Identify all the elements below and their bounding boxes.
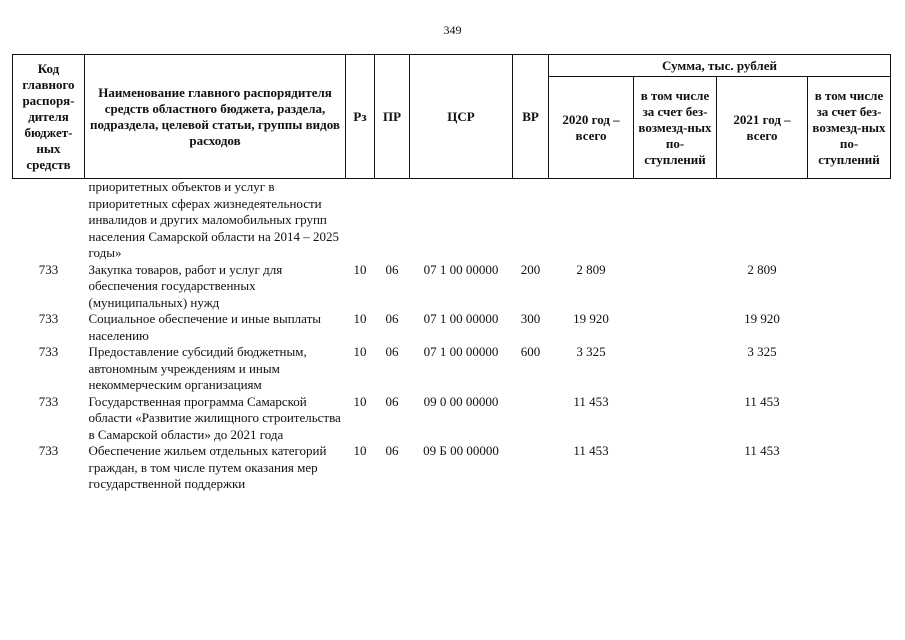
table-row	[13, 179, 891, 262]
table-row	[13, 344, 891, 394]
row-csr	[410, 179, 513, 262]
row-code	[13, 179, 85, 262]
page-number: 349	[443, 23, 462, 37]
row-vr	[513, 179, 549, 262]
header-2021-total: 2021 год – всего	[717, 77, 808, 179]
row-2021-free	[808, 179, 891, 262]
row-rz: 10	[353, 261, 367, 277]
row-2021-free	[808, 344, 891, 394]
row-2020-total	[549, 179, 634, 262]
header-vr: ВР	[513, 55, 549, 179]
header-pr: ПР	[375, 55, 410, 179]
row-csr: 09 Б 00 00000	[423, 443, 499, 458]
row-code: 733	[38, 393, 59, 409]
row-2020-free	[634, 443, 717, 493]
row-2021-free	[808, 262, 891, 312]
row-2020-total: 19 920	[573, 311, 609, 326]
header-2020-free: в том числе за счет без-возмезд-ных по-ступлений	[634, 77, 717, 179]
row-name: приоритетных объектов и услуг в приоритетных сферах жизнедеятельности инвалидов и других маломобильных групп населения Самарской области на 2014 – 2025 годы»	[88, 179, 339, 260]
row-name: Обеспечение жильем отдельных категорий граждан, в том числе путем оказания мер государственной поддержки	[88, 443, 327, 491]
row-csr: 07 1 00 00000	[423, 311, 499, 326]
row-2020-free	[634, 311, 717, 344]
row-2020-free	[634, 344, 717, 394]
row-name: Закупка товаров, работ и услуг для обеспечения государственных (муниципальных) нужд	[88, 261, 283, 310]
row-vr	[513, 394, 549, 444]
row-code: 733	[38, 261, 59, 277]
row-pr	[375, 179, 410, 262]
row-2020-total: 3 325	[576, 344, 606, 359]
row-vr: 600	[520, 344, 541, 359]
row-2021-total: 11 453	[744, 393, 780, 409]
row-rz	[346, 179, 375, 262]
row-rz: 10	[353, 393, 367, 409]
table-row	[13, 311, 891, 344]
row-code: 733	[38, 311, 59, 326]
row-csr: 07 1 00 00000	[423, 344, 499, 359]
table-body	[13, 179, 891, 493]
row-rz: 10	[353, 443, 367, 458]
table-row	[13, 262, 891, 312]
row-2020-free	[634, 262, 717, 312]
row-vr: 200	[520, 261, 541, 277]
row-2020-free	[634, 179, 717, 262]
row-code: 733	[38, 443, 59, 458]
row-2021-free	[808, 394, 891, 444]
header-2021-free: в том числе за счет без-возмезд-ных по-ступлений	[808, 77, 891, 179]
row-2021-total: 2 809	[747, 261, 777, 277]
row-pr: 06	[385, 311, 399, 326]
header-code: Код главного распоря-дителя бюджет-ных средств	[13, 55, 85, 179]
table-row	[13, 394, 891, 444]
row-2020-free	[634, 394, 717, 444]
row-2020-total: 11 453	[573, 443, 609, 458]
row-name: Государственная программа Самарской области «Развитие жилищного строительства в Самарской области» до 2021 года	[88, 393, 341, 442]
header-csr: ЦСР	[410, 55, 513, 179]
header-2020-total: 2020 год – всего	[549, 77, 634, 179]
row-rz: 10	[353, 344, 367, 359]
row-2020-total: 2 809	[576, 261, 606, 277]
row-code: 733	[38, 344, 59, 359]
header-name: Наименование главного распорядителя средств областного бюджета, раздела, подраздела, целевой статьи, группы видов расходов	[85, 55, 346, 179]
row-2020-total: 11 453	[573, 393, 609, 409]
row-2021-total	[717, 179, 808, 262]
row-name: Социальное обеспечение и иные выплаты населению	[88, 311, 322, 343]
row-rz: 10	[353, 311, 367, 326]
budget-table	[12, 54, 891, 493]
row-csr: 09 0 00 00000	[423, 393, 499, 409]
row-pr: 06	[385, 443, 399, 458]
row-name: Предоставление субсидий бюджетным, автономным учреждениям и иным некоммерческим организациям	[88, 344, 307, 392]
row-2021-free	[808, 443, 891, 493]
row-pr: 06	[385, 344, 399, 359]
row-2021-total: 11 453	[744, 443, 780, 458]
row-2021-free	[808, 311, 891, 344]
row-2021-total: 19 920	[744, 311, 780, 326]
header-sum-group: Сумма, тыс. рублей	[549, 55, 891, 77]
row-2021-total: 3 325	[747, 344, 777, 359]
table-row	[13, 443, 891, 493]
row-pr: 06	[385, 261, 399, 277]
row-vr: 300	[520, 311, 541, 326]
header-rz: Рз	[346, 55, 375, 179]
row-vr	[513, 443, 549, 493]
row-csr: 07 1 00 00000	[423, 261, 499, 277]
row-pr: 06	[385, 393, 399, 409]
table-header	[13, 55, 891, 179]
